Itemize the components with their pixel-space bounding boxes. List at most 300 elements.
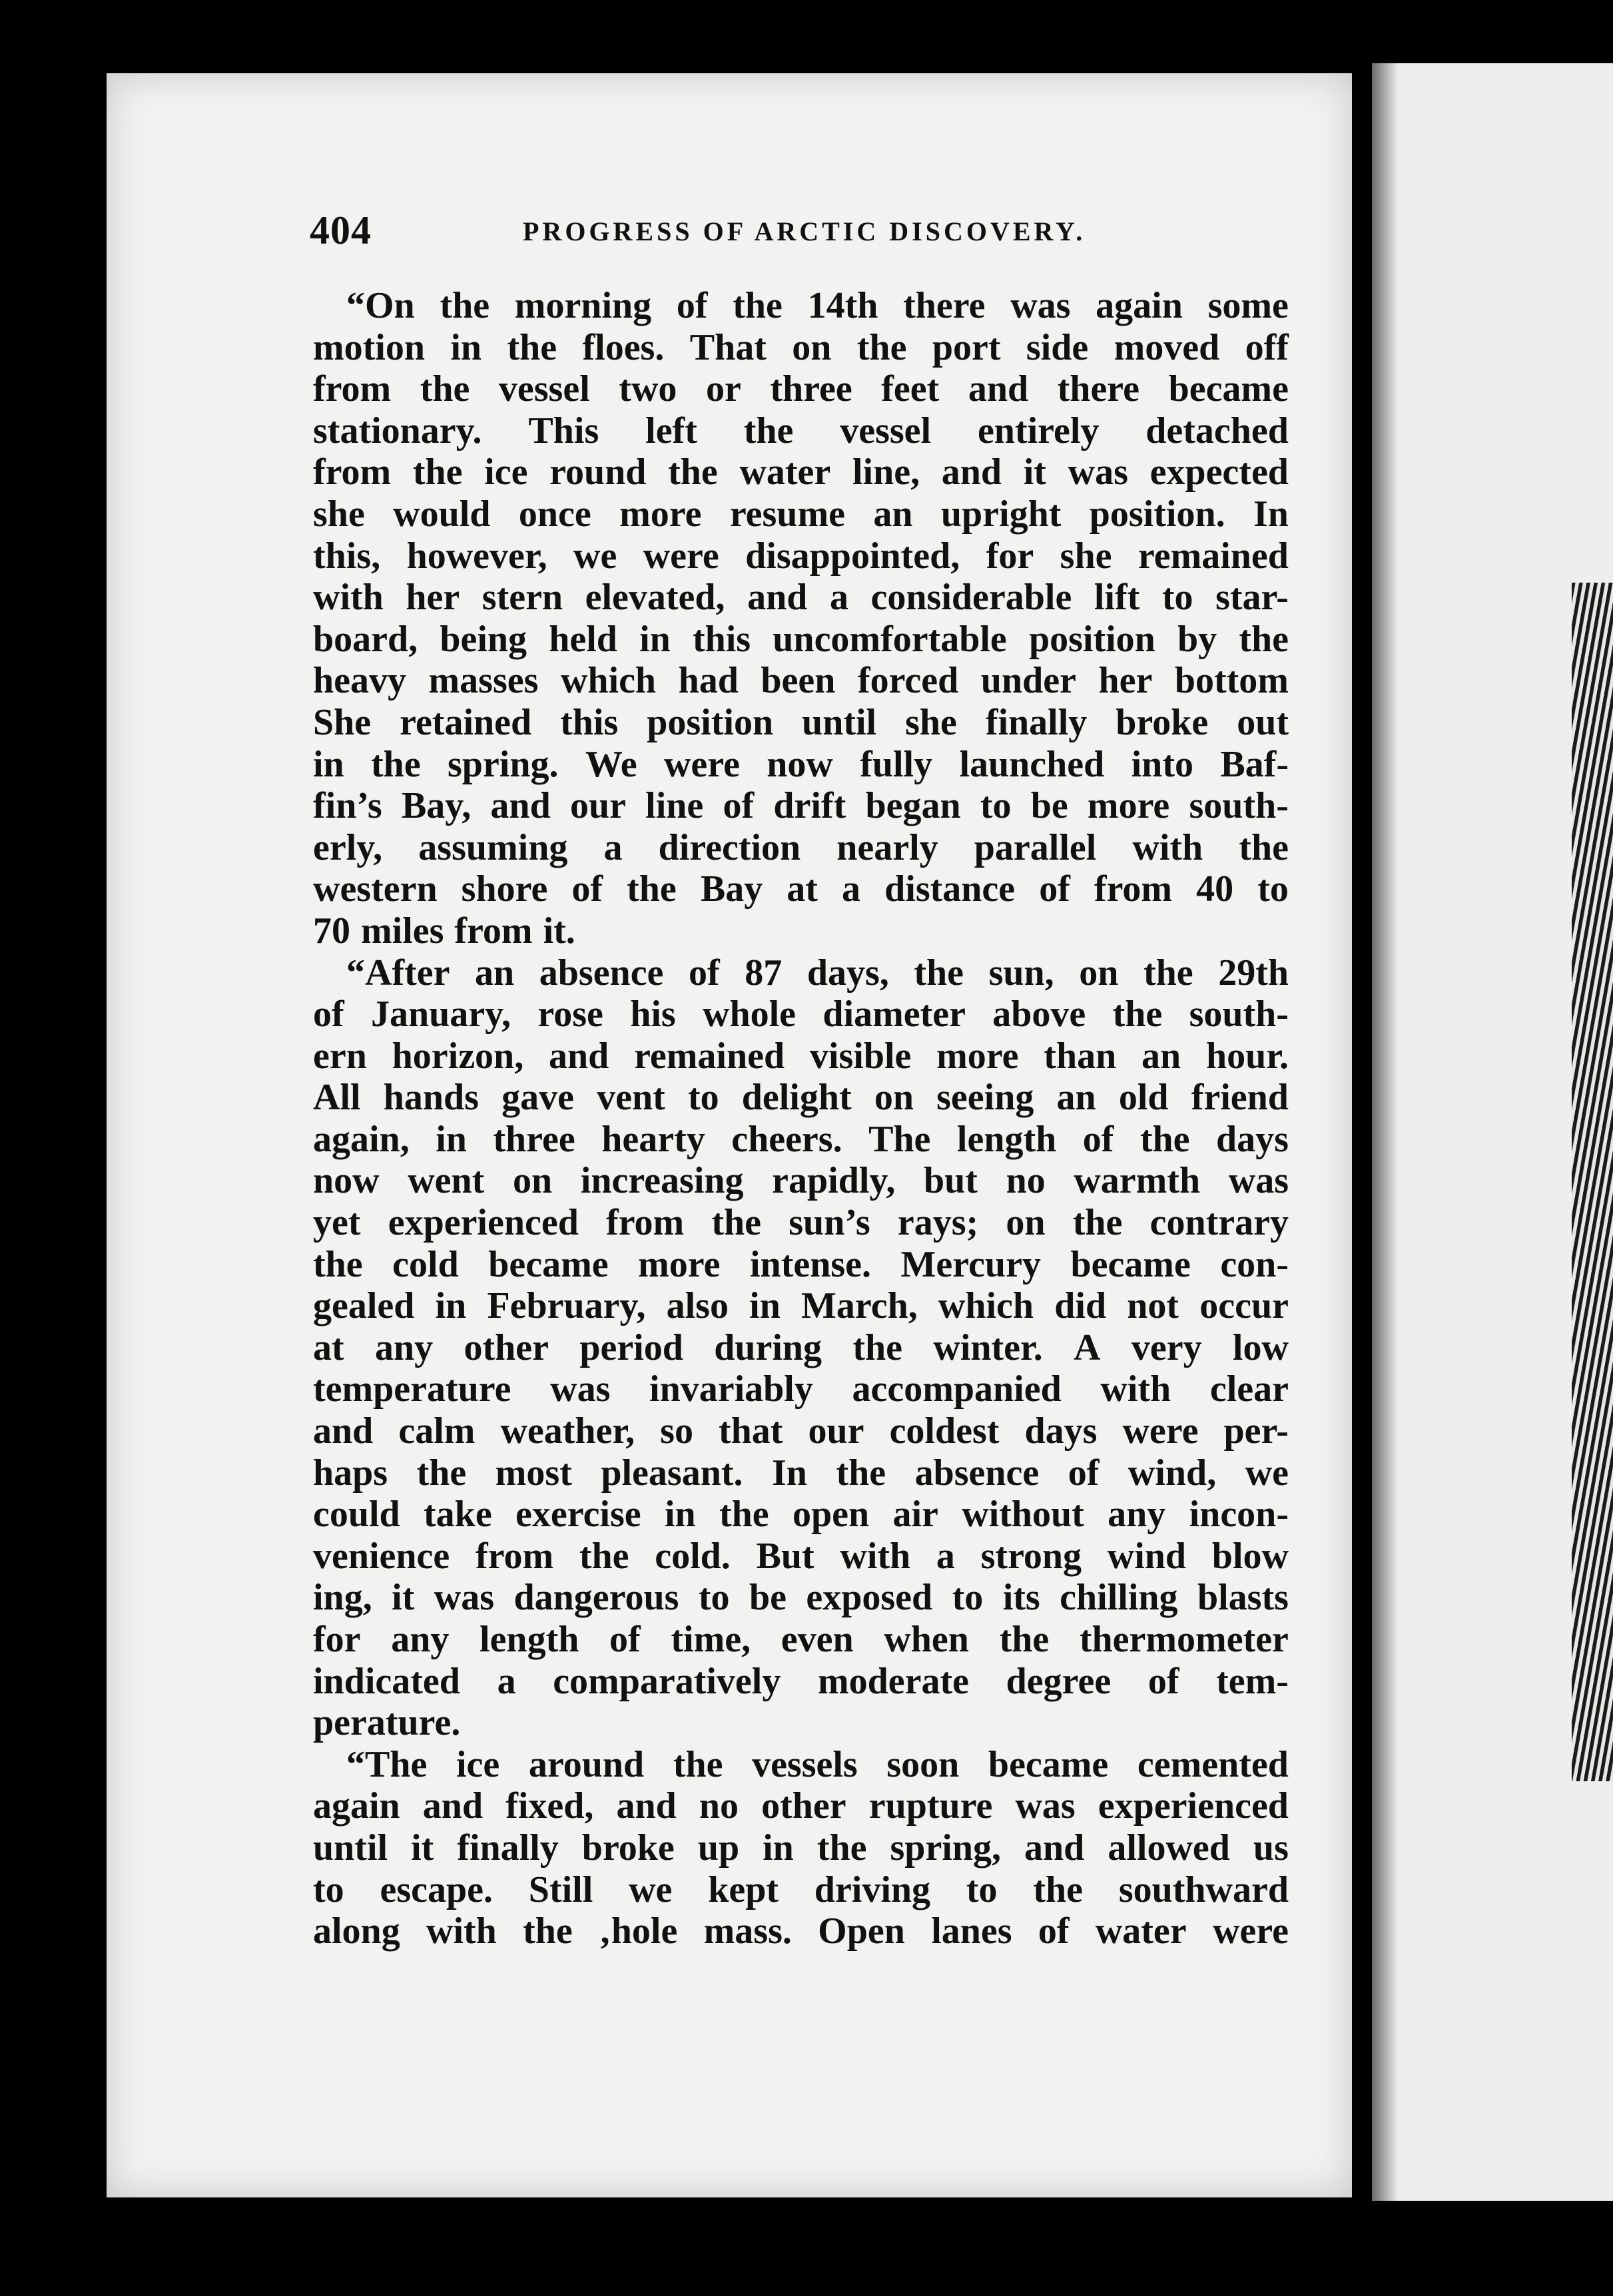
word: direction <box>658 826 801 868</box>
word: weather, <box>500 1410 635 1452</box>
word: mass. <box>703 1910 792 1952</box>
word: an <box>1056 1077 1096 1119</box>
word: exposed <box>806 1577 933 1619</box>
word: con- <box>1220 1243 1289 1285</box>
word: exercise <box>515 1494 641 1536</box>
word: on <box>874 1077 914 1119</box>
word: distance <box>884 868 1016 910</box>
word: it <box>392 1577 415 1619</box>
word: and <box>968 368 1029 410</box>
word: three <box>493 1118 575 1160</box>
word: vessels <box>752 1743 858 1785</box>
word: above <box>992 994 1086 1035</box>
word: considerable <box>870 577 1072 619</box>
word: and <box>548 1035 609 1077</box>
word: it <box>411 1827 434 1868</box>
word: from <box>606 1202 685 1244</box>
word: upright <box>940 493 1062 535</box>
word: the <box>420 368 470 410</box>
word: driving <box>814 1868 931 1910</box>
word: again <box>1096 285 1183 326</box>
word: the <box>1139 1118 1190 1160</box>
word: up <box>697 1827 740 1868</box>
text-line <box>313 451 1289 493</box>
word: in <box>450 326 482 368</box>
word: time, <box>671 1619 751 1660</box>
word: position. <box>1089 493 1225 535</box>
word: now <box>313 1160 380 1202</box>
word: board, <box>313 618 418 660</box>
word: an <box>475 952 515 994</box>
text-line <box>313 952 1289 994</box>
word: vessel <box>498 368 590 410</box>
page-number: 404 <box>310 208 372 252</box>
word: the <box>416 1452 467 1494</box>
word: this <box>692 618 751 660</box>
word: retained <box>400 701 532 743</box>
word: motion <box>313 326 425 368</box>
word: the <box>507 326 557 368</box>
word: on <box>512 1160 553 1202</box>
word: dangerous <box>513 1577 679 1619</box>
word: was <box>1010 285 1071 326</box>
running-title: PROGRESS OF ARCTIC DISCOVERY. <box>523 216 1086 246</box>
word: the <box>440 285 490 326</box>
word: accompanied <box>852 1368 1062 1410</box>
text-line <box>313 1160 1289 1202</box>
word: south- <box>1189 785 1289 827</box>
word: hour. <box>1205 1035 1289 1077</box>
text-line <box>313 1202 1289 1244</box>
word: drift <box>773 785 846 827</box>
text-line <box>313 1785 1289 1827</box>
word: temperature <box>313 1368 511 1410</box>
word: water <box>739 451 831 493</box>
word: for <box>313 1619 361 1660</box>
word: no <box>1006 1160 1046 1202</box>
word: days <box>1024 1410 1098 1452</box>
word: resume <box>729 493 845 535</box>
word: went <box>408 1160 485 1202</box>
text-line <box>313 910 1289 952</box>
word: She <box>313 701 372 743</box>
word: of <box>609 1619 641 1660</box>
word: the <box>733 285 783 326</box>
text-line <box>313 577 1289 619</box>
word: more <box>1087 785 1170 827</box>
word: left <box>645 410 697 451</box>
text-line <box>313 1410 1289 1452</box>
word: 40 <box>1196 868 1234 910</box>
word: in <box>436 1118 467 1160</box>
word: of <box>1039 868 1070 910</box>
word: 29th <box>1218 952 1289 994</box>
word: the <box>523 1910 573 1952</box>
word: 70 <box>313 910 350 952</box>
word: the <box>711 1202 762 1244</box>
word: indicated <box>313 1660 460 1702</box>
word: the <box>852 1326 903 1368</box>
word: to <box>313 1868 344 1910</box>
word: were <box>1122 1410 1199 1452</box>
word: pleasant. <box>601 1452 743 1494</box>
word: the <box>1072 1202 1123 1244</box>
text-line <box>313 1702 1289 1744</box>
word: of <box>723 785 755 827</box>
word: A <box>1074 1326 1101 1368</box>
text-line <box>313 1494 1289 1536</box>
word: an <box>873 493 913 535</box>
word: until <box>313 1827 388 1868</box>
text-line <box>313 368 1289 410</box>
word: the <box>673 1743 723 1785</box>
word: to <box>952 1577 984 1619</box>
word: allowed <box>1108 1827 1230 1868</box>
word: spring, <box>890 1827 1002 1868</box>
word: there <box>1057 368 1140 410</box>
word: intense. <box>750 1243 871 1285</box>
word: cheers. <box>731 1118 842 1160</box>
word: that <box>719 1410 783 1452</box>
word: western <box>313 868 438 910</box>
word: began <box>865 785 961 827</box>
word: other <box>464 1326 549 1368</box>
word: the <box>313 1243 363 1285</box>
word: there <box>903 285 986 326</box>
word: of <box>1147 1660 1179 1702</box>
word: round <box>549 451 647 493</box>
word: she <box>313 493 365 535</box>
word: Bay, <box>401 785 472 827</box>
text-line <box>313 785 1289 827</box>
word: vent <box>597 1077 665 1119</box>
word: and <box>616 1785 677 1827</box>
word: uncomfortable <box>773 618 1007 660</box>
word: The <box>868 1118 931 1160</box>
word: soon <box>886 1743 960 1785</box>
text-line <box>313 702 1289 744</box>
word: assuming <box>418 826 568 868</box>
word: until <box>802 701 877 743</box>
word: it. <box>543 910 575 952</box>
word: be <box>1030 785 1068 827</box>
word: our <box>808 1410 864 1452</box>
word: “The <box>346 1743 428 1785</box>
word: old <box>1118 1077 1169 1119</box>
text-line <box>313 1327 1289 1369</box>
word: during <box>714 1326 822 1368</box>
word: remained <box>634 1035 785 1077</box>
word: did <box>1054 1285 1107 1327</box>
word: the <box>371 743 421 785</box>
text-line <box>313 1452 1289 1494</box>
word: however, <box>406 535 547 577</box>
word: even <box>781 1619 854 1660</box>
word: now <box>767 743 833 785</box>
word: a <box>603 826 623 868</box>
word: moderate <box>817 1660 969 1702</box>
word: became <box>988 1743 1109 1785</box>
word: of <box>1038 1910 1070 1952</box>
word: the <box>856 326 907 368</box>
word: calm <box>398 1410 476 1452</box>
word: not <box>1127 1285 1179 1327</box>
text-line <box>313 1661 1289 1703</box>
word: haps <box>313 1452 388 1494</box>
word: her <box>1098 660 1153 702</box>
word: hands <box>383 1077 479 1119</box>
word: experienced <box>1098 1785 1289 1827</box>
word: contrary <box>1149 1202 1289 1244</box>
word: and <box>422 1785 484 1827</box>
word: other <box>761 1785 846 1827</box>
word: us <box>1253 1827 1289 1868</box>
word: days <box>1216 1118 1289 1160</box>
word: star- <box>1215 577 1289 619</box>
word: broke <box>1116 701 1209 743</box>
word: floes. <box>582 326 665 368</box>
word: seeing <box>936 1077 1034 1119</box>
word: it <box>1023 451 1046 493</box>
word: and <box>941 451 1002 493</box>
text-line <box>313 1619 1289 1661</box>
word: she <box>905 701 957 743</box>
text-line <box>313 994 1289 1035</box>
word: we <box>629 1868 673 1910</box>
text-line <box>313 827 1289 869</box>
word: more <box>936 1035 1019 1077</box>
word: remained <box>1137 535 1289 577</box>
word: hearty <box>601 1118 705 1160</box>
word: gealed <box>313 1285 415 1327</box>
word: fixed, <box>505 1785 594 1827</box>
word: were <box>663 743 740 785</box>
word: ing, <box>313 1577 372 1619</box>
word: to <box>1257 868 1289 910</box>
word: cold. <box>655 1535 731 1577</box>
text-line <box>313 327 1289 369</box>
word: an <box>1141 1035 1181 1077</box>
word: morning <box>514 285 652 326</box>
text-line <box>313 1077 1289 1119</box>
word: was <box>1228 1160 1289 1202</box>
word: being <box>440 618 527 660</box>
word: increasing <box>580 1160 744 1202</box>
word: under <box>980 660 1076 702</box>
word: a <box>829 577 848 619</box>
word: the <box>627 868 677 910</box>
text-line <box>313 1244 1289 1286</box>
word: to <box>698 1577 730 1619</box>
word: on <box>792 326 832 368</box>
word: in <box>749 1285 781 1327</box>
word: two <box>619 368 677 410</box>
word: rupture <box>868 1785 993 1827</box>
word: “After <box>346 952 450 994</box>
word: ice <box>484 451 528 493</box>
word: most <box>495 1452 572 1494</box>
word: from <box>313 451 392 493</box>
word: at <box>787 868 818 910</box>
word: which <box>938 1285 1034 1327</box>
word: no <box>699 1785 739 1827</box>
word: and <box>313 1410 374 1452</box>
word: the <box>668 451 718 493</box>
word: But <box>756 1535 814 1577</box>
word: more <box>619 493 702 535</box>
word: line <box>645 785 704 827</box>
word: side <box>1026 326 1089 368</box>
word: spring. <box>448 743 559 785</box>
word: with <box>840 1535 911 1577</box>
word: comparatively <box>553 1660 781 1702</box>
word: this <box>560 701 619 743</box>
word: This <box>528 410 599 451</box>
word: been <box>761 660 836 702</box>
word: she <box>1060 535 1112 577</box>
word: escape. <box>380 1868 493 1910</box>
word: more <box>638 1243 721 1285</box>
word: the <box>743 410 794 451</box>
word: from <box>454 910 533 952</box>
word: any <box>391 1619 450 1660</box>
text-line <box>313 1119 1289 1161</box>
word: in <box>763 1827 794 1868</box>
word: February, <box>487 1285 646 1327</box>
word: broke <box>581 1827 675 1868</box>
text-line <box>313 410 1289 452</box>
word: length <box>956 1118 1057 1160</box>
word: degree <box>1006 1660 1112 1702</box>
text-line <box>313 1869 1289 1911</box>
word: which <box>560 660 657 702</box>
word: our <box>569 785 626 827</box>
word: vessel <box>840 410 932 451</box>
word: horizon, <box>392 1035 524 1077</box>
word: Mercury <box>900 1243 1041 1285</box>
word: detached <box>1145 410 1289 451</box>
gutter-shadow <box>1372 63 1399 2201</box>
word: with <box>426 1910 497 1952</box>
word: low <box>1232 1326 1289 1368</box>
word: disappointed, <box>745 535 960 577</box>
word: to <box>966 1868 998 1910</box>
word: length <box>480 1619 579 1660</box>
word: also <box>666 1285 729 1327</box>
word: the <box>836 1452 886 1494</box>
word: days, <box>806 952 889 994</box>
word: March, <box>801 1285 918 1327</box>
text-line <box>313 744 1289 786</box>
word: a <box>842 868 861 910</box>
text-line <box>313 660 1289 702</box>
text-line <box>313 868 1289 910</box>
word: and <box>747 577 808 619</box>
word: warmth <box>1074 1160 1201 1202</box>
word: from <box>313 368 392 410</box>
word: per- <box>1223 1410 1289 1452</box>
word: air <box>892 1494 938 1536</box>
word: again <box>313 1785 400 1827</box>
word: “On <box>346 285 415 326</box>
word: water <box>1095 1910 1187 1952</box>
word: the <box>816 1827 867 1868</box>
word: the <box>1112 994 1163 1035</box>
text-line <box>313 1827 1289 1869</box>
word: strong <box>980 1535 1082 1577</box>
word: venience <box>313 1535 450 1577</box>
word: launched <box>959 743 1105 785</box>
word: January, <box>370 994 511 1035</box>
word: position <box>647 701 774 743</box>
word: than <box>1044 1035 1117 1077</box>
word: at <box>313 1326 344 1368</box>
word: the <box>1239 618 1289 660</box>
word: were <box>643 535 719 577</box>
word: chilling <box>1060 1577 1178 1619</box>
word: ice <box>456 1743 500 1785</box>
word: elevated, <box>585 577 725 619</box>
word: his <box>630 994 676 1035</box>
word: Bay <box>700 868 763 910</box>
word: again, <box>313 1118 410 1160</box>
word: was <box>1015 1785 1076 1827</box>
word: a <box>936 1535 955 1577</box>
word: the <box>999 1619 1050 1660</box>
word: visible <box>809 1035 912 1077</box>
word: were <box>1212 1910 1289 1952</box>
word: yet <box>313 1202 361 1244</box>
word: around <box>528 1743 645 1785</box>
word: blow <box>1211 1535 1289 1577</box>
word: to <box>1161 577 1193 619</box>
word: All <box>313 1077 361 1119</box>
word: we <box>573 535 617 577</box>
word: the <box>1143 952 1193 994</box>
word: became <box>1070 1243 1191 1285</box>
word: expected <box>1149 451 1289 493</box>
word: lanes <box>931 1910 1012 1952</box>
word: from <box>476 1535 554 1577</box>
word: In <box>1253 493 1289 535</box>
word: could <box>313 1494 400 1536</box>
word: rays; <box>897 1202 979 1244</box>
word: 14th <box>807 285 878 326</box>
word: lift <box>1094 577 1140 619</box>
facing-page-edge <box>1372 63 1613 2201</box>
word: We <box>585 743 637 785</box>
word: the <box>719 1494 769 1536</box>
word: of <box>313 994 344 1035</box>
word: experienced <box>388 1202 579 1244</box>
word: absence <box>914 1452 1040 1494</box>
word: diameter <box>822 994 966 1035</box>
word: perature. <box>313 1702 461 1744</box>
text-line <box>313 1368 1289 1410</box>
text-line <box>313 285 1289 327</box>
word: finally <box>457 1827 559 1868</box>
word: and <box>490 785 551 827</box>
word: off <box>1245 326 1289 368</box>
body-text <box>313 285 1289 1952</box>
word: line, <box>852 451 920 493</box>
word: along <box>313 1910 400 1952</box>
word: invariably <box>649 1368 813 1410</box>
word: in <box>435 1285 467 1327</box>
word: absence <box>539 952 664 994</box>
word: heavy <box>313 660 406 702</box>
word: rapidly, <box>772 1160 896 1202</box>
